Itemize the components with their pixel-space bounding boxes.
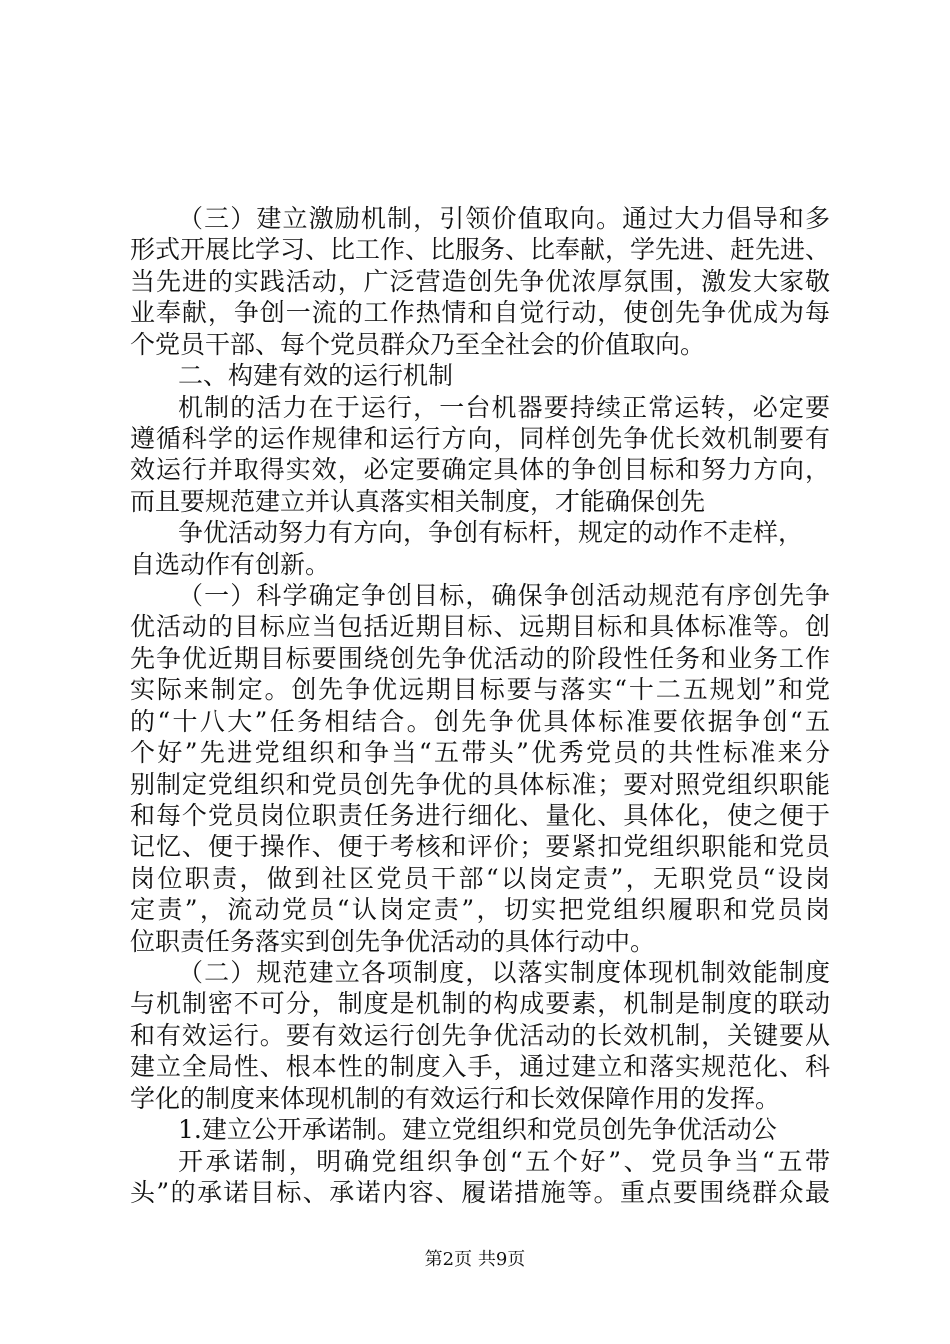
text-line: 记忆、便于操作、便于考核和评价；要紧扣党组织职能和党员 xyxy=(130,832,830,862)
text-line: 而且要规范建立并认真落实相关制度，才能确保创先 xyxy=(130,486,706,516)
text-line: 先争优近期目标要围绕创先争优活动的阶段性任务和业务工作 xyxy=(130,643,830,673)
text-line: 个党员干部、每个党员群众乃至全社会的价值取向。 xyxy=(130,329,706,359)
text-line: 建立全局性、根本性的制度入手，通过建立和落实规范化、科 xyxy=(130,1052,830,1082)
text-line: 争优活动努力有方向，争创有标杆，规定的动作不走样， xyxy=(178,518,804,548)
text-line: （一）科学确定争创目标，确保争创活动规范有序创先争 xyxy=(178,581,830,611)
text-line: 岗位职责，做到社区党员干部“以岗定责”，无职党员“设岗 xyxy=(130,863,830,893)
text-line: （三）建立激励机制，引领价值取向。通过大力倡导和多 xyxy=(178,204,830,233)
text-line: 当先进的实践活动，广泛营造创先争优浓厚氛围，激发大家敬 xyxy=(130,266,830,296)
text-line: 和有效运行。要有效运行创先争优活动的长效机制，关键要从 xyxy=(130,1020,830,1050)
text-line: 别制定党组织和党员创先争优的具体标准；要对照党组织职能 xyxy=(130,769,830,799)
text-line: 的“十八大”任务相结合。创先争优具体标准要依据争创“五 xyxy=(130,706,830,736)
text-line: 遵循科学的运作规律和运行方向，同样创先争优长效机制要有 xyxy=(130,423,830,453)
text-line: 开承诺制，明确党组织争创“五个好”、党员争当“五带 xyxy=(178,1146,830,1176)
text-line: 实际来制定。创先争优远期目标要与落实“十二五规划”和党 xyxy=(130,675,830,705)
text-line: 位职责任务落实到创先争优活动的具体行动中。 xyxy=(130,926,656,956)
section-heading: 二、构建有效的运行机制 xyxy=(178,361,454,391)
text-line: （二）规范建立各项制度，以落实制度体现机制效能制度 xyxy=(178,958,830,988)
text-line: 效运行并取得实效，必定要确定具体的争创目标和努力方向， xyxy=(130,455,830,485)
text-line: 定责”，流动党员“认岗定责”，切实把党组织履职和党员岗 xyxy=(130,895,830,925)
text-line: 和每个党员岗位职责任务进行细化、量化、具体化，使之便于 xyxy=(130,800,830,830)
list-item-public-commitment: 1.建立公开承诺制。建立党组织和党员创先争优活动公 xyxy=(178,1115,777,1145)
text-line: 形式开展比学习、比工作、比服务、比奉献，学先进、赶先进、 xyxy=(130,235,830,265)
text-line: 与机制密不可分，制度是机制的构成要素，机制是制度的联动 xyxy=(130,989,830,1019)
text-line: 自选动作有创新。 xyxy=(130,549,331,579)
text-line: 个好”先进党组织和争当“五带头”优秀党员的共性标准来分 xyxy=(130,738,830,768)
text-line: 学化的制度来体现机制的有效运行和长效保障作用的发挥。 xyxy=(130,1083,781,1113)
text-line: 优活动的目标应当包括近期目标、远期目标和具体标准等。创 xyxy=(130,612,830,642)
text-line: 业奉献，争创一流的工作热情和自觉行动，使创先争优成为每 xyxy=(130,298,830,328)
text-line: 机制的活力在于运行，一台机器要持续正常运转，必定要 xyxy=(178,392,830,422)
page-number-footer: 第2页 共9页 xyxy=(424,1249,526,1270)
text-line: 头”的承诺目标、承诺内容、履诺措施等。重点要围绕群众最 xyxy=(130,1178,830,1207)
